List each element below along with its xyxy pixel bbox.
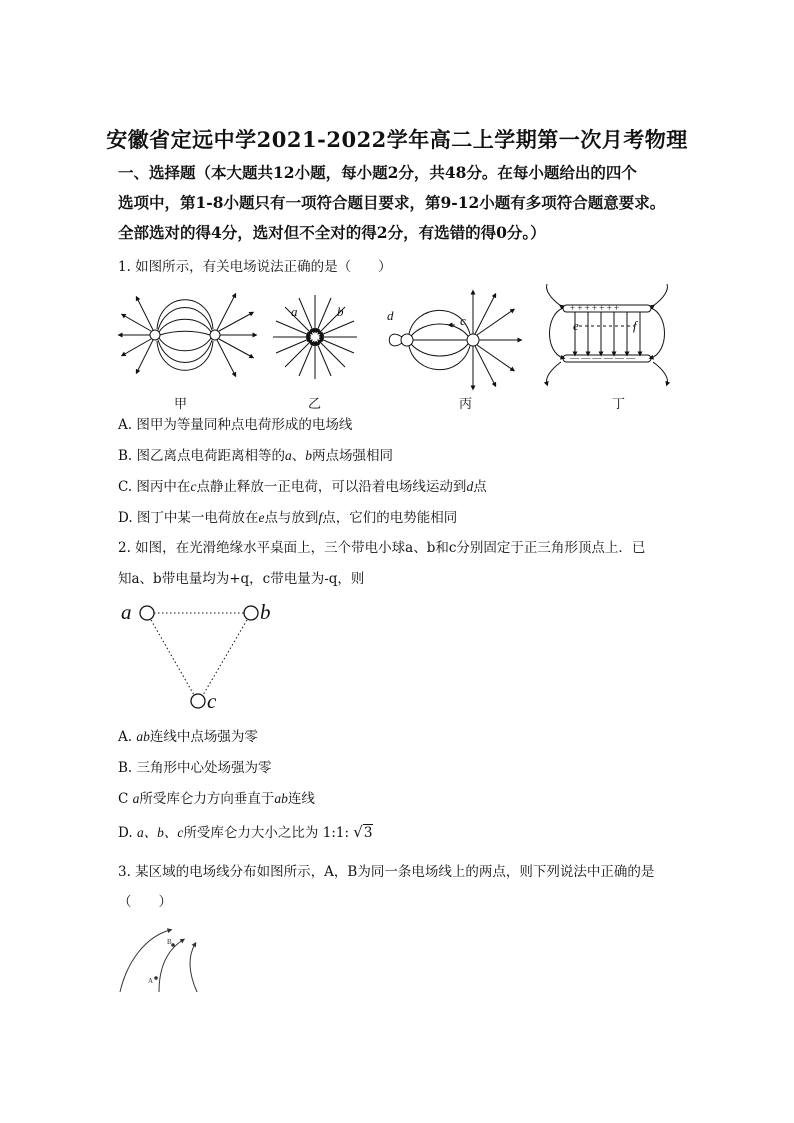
q1-label-b: b <box>337 304 344 319</box>
q2-option-c: C a所受库仑力方向垂直于ab连线 <box>118 791 315 807</box>
fig-label-yi: 乙 <box>308 397 322 412</box>
section-heading-line2: 选项中，第1-8小题只有一项符合题目要求，第9-12小题有多项符合题意要求。 <box>118 193 666 212</box>
section-heading-line3: 全部选对的得4分，选对但不全对的得2分，有选错的得0分。） <box>118 223 546 242</box>
ball-a <box>140 606 154 620</box>
svg-text:— — — — — —: — — — — — — <box>570 353 636 363</box>
q1-label-f: f <box>633 318 637 333</box>
figure-bing <box>387 292 520 388</box>
q2-option-b: B. 三角形中心处场强为零 <box>118 760 272 776</box>
q2-label-b: b <box>260 600 271 624</box>
q1-label-a: a <box>291 304 298 319</box>
q3-label-A: A <box>148 977 154 985</box>
q1-option-d: D. 图丁中某一电荷放在e点与放到f点，它们的电势能相同 <box>118 510 458 526</box>
q2-stem-line2: 知a、b带电量均为+q，c带电量为-q，则 <box>118 571 365 587</box>
q3-stem-line1: 3. 某区域的电场线分布如图所示，A，B为同一条电场线上的两点，则下列说法中正确的是 <box>118 864 655 880</box>
figure-yi <box>273 295 357 379</box>
q1-option-b: B. 图乙离点电荷距离相等的a、b两点场强相同 <box>118 448 394 464</box>
section-heading-line1: 一、选择题（本大题共12小题，每小题2分，共48分。在每小题给出的四个 <box>118 163 637 182</box>
q1-label-d: d <box>387 308 394 323</box>
page-title: 安徽省定远中学2021-2022学年高二上学期第一次月考物理 <box>106 127 688 152</box>
q3-stem-line2: （ ） <box>118 894 172 910</box>
fig-label-jia: 甲 <box>174 397 188 412</box>
ball-c <box>191 694 205 708</box>
q3-field-figure <box>115 922 205 994</box>
fig-label-ding: 丁 <box>612 397 626 412</box>
q1-label-c: c <box>460 313 466 328</box>
q1-option-c: C. 图丙中在c点静止释放一正电荷，可以沿着电场线运动到d点 <box>118 479 487 495</box>
ball-b <box>244 606 258 620</box>
figure-ding <box>547 284 668 384</box>
q1-label-e: e <box>573 318 579 333</box>
q1-option-a: A. 图甲为等量同种点电荷形成的电场线 <box>118 417 353 433</box>
svg-text:+ + + + + + +: + + + + + + + <box>570 303 620 313</box>
q2-label-a: a <box>121 600 132 624</box>
sqrt-symbol: √ <box>353 823 363 841</box>
q2-triangle-figure <box>118 598 288 716</box>
fig-label-bing: 丙 <box>459 397 473 412</box>
q2-label-c: c <box>207 689 217 713</box>
q2-option-a: A. ab连线中点场强为零 <box>118 729 258 745</box>
q2-option-d: D. a、b、c所受库仑力大小之比为 1:1: √3 <box>118 823 373 841</box>
figure-jia <box>120 295 255 375</box>
q1-stem: 1. 如图所示，有关电场说法正确的是（ ） <box>118 259 392 275</box>
q2-stem-line1: 2. 如图，在光滑绝缘水平桌面上，三个带电小球a、b和c分别固定于正三角形顶点上．已 <box>118 540 646 556</box>
q3-label-B: B <box>167 938 172 946</box>
q1-figures <box>115 280 675 408</box>
